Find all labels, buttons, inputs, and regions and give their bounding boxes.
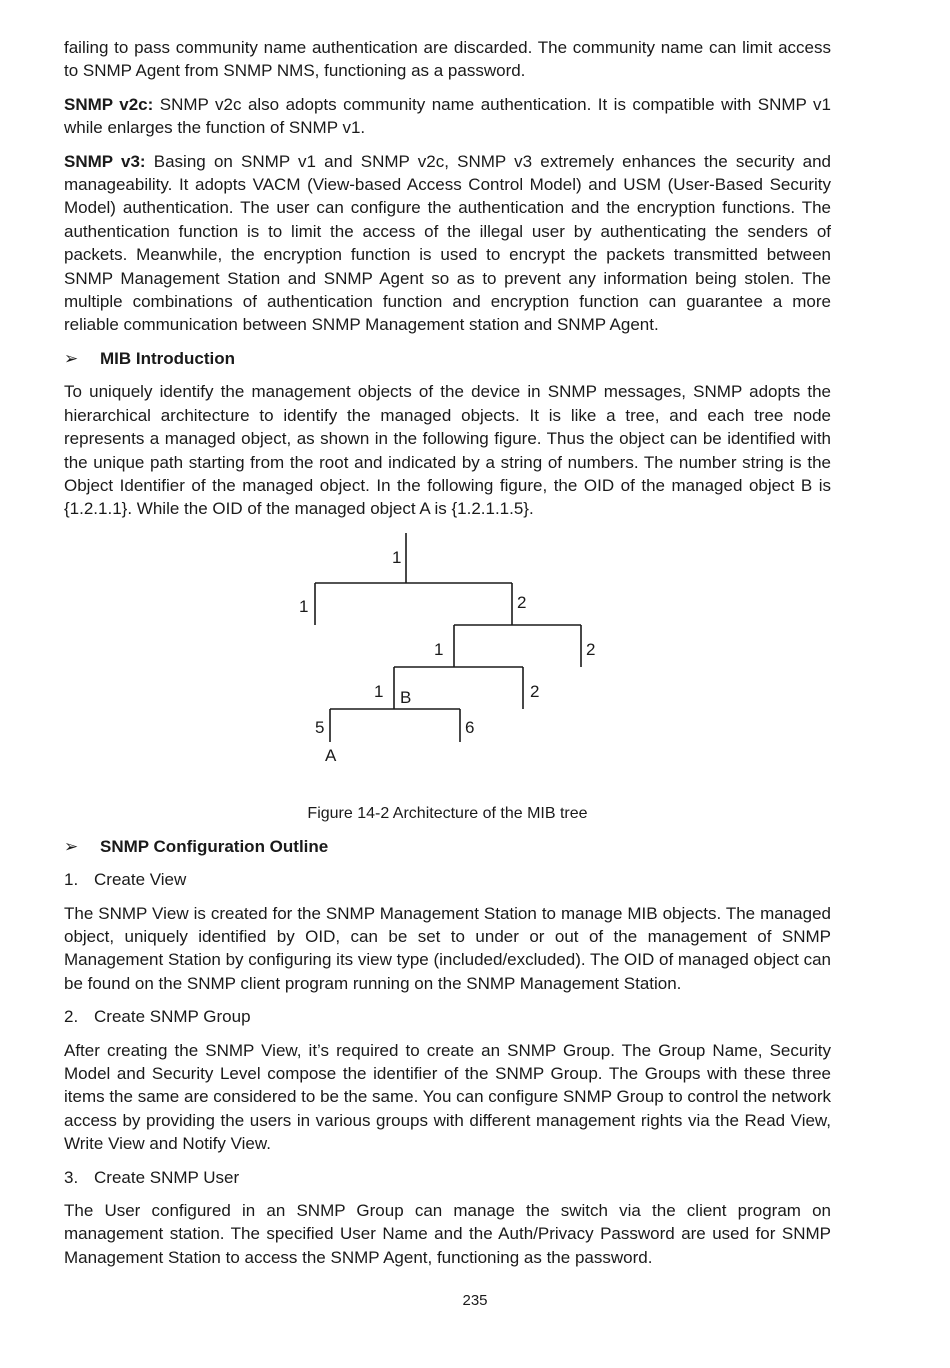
mib-heading-text: MIB Introduction: [100, 348, 236, 368]
v2c-term: SNMP v2c:: [64, 94, 154, 114]
v2c-text: SNMP v2c also adopts community name authentication. It is compatible with SNMP v1 while enlarges the function of SNMP v1.: [64, 94, 831, 138]
step-3-title: [64, 1166, 831, 1189]
tree-label-l4-left: 5: [315, 717, 325, 737]
tree-label-l2-left: 1: [434, 639, 444, 659]
document-page: [64, 36, 831, 1279]
outline-heading: [64, 835, 831, 858]
step-title: Create View: [94, 870, 187, 890]
tree-label-l4-right: 6: [465, 717, 475, 737]
v2c-paragraph: [64, 93, 831, 140]
tree-label-b: B: [400, 687, 412, 707]
page-number: 235: [462, 1292, 488, 1309]
v3-paragraph: [64, 150, 831, 337]
tree-label-root: 1: [392, 547, 402, 567]
v3-text: Basing on SNMP v1 and SNMP v2c, SNMP v3 extremely enhances the security and manageability. It adopts VACM (View-based Access Control Model) and USM (User-Based Security Model) authentication. The user can configure the authentication and the encryption functions. The authentication function is to limit the access of the illegal user by authenticating the senders of packets. Meanwhile, the encryption function is used to encrypt the packets transmitted between SNMP Management Station and SNMP Agent so as to prevent any information being stolen. The multiple combinations of authentication function and encryption function can guarantee a more reliable communication between SNMP Management station and SNMP Agent.: [64, 151, 831, 335]
step-number: 2.: [64, 1007, 79, 1027]
mib-tree-figure: [64, 533, 831, 803]
step-number: 3.: [64, 1167, 79, 1187]
arrow-bullet-icon: ➢: [64, 836, 79, 856]
figure-caption: Figure 14-2 Architecture of the MIB tree: [307, 804, 588, 822]
tree-label-l2-right: 2: [586, 639, 596, 659]
mib-heading: [64, 347, 831, 370]
tree-label-l1-left: 1: [299, 596, 309, 616]
v3-term: SNMP v3:: [64, 151, 146, 171]
tree-label-a: A: [325, 745, 337, 765]
step-1-title: [64, 868, 831, 891]
step-2-paragraph: After creating the SNMP View, it’s required to create an SNMP Group. The Group Name, Security Model and Security Level compose the identifier of the SNMP Group. The Groups with these three items the same are considered to be the same. You can configure SNMP Group to control the network access by providing the users in various groups with different management rights via the Read View, Write View and Notify View.: [64, 1040, 832, 1154]
tree-label-l1-right: 2: [517, 592, 527, 612]
step-3-paragraph: The User configured in an SNMP Group can manage the switch via the client program on management station. The specified User Name and the Auth/Privacy Password are used for SNMP Management Station to access the SNMP Agent, functioning as the password.: [64, 1201, 831, 1267]
outline-heading-text: SNMP Configuration Outline: [100, 836, 329, 856]
mib-paragraph: To uniquely identify the management objects of the device in SNMP messages, SNMP adopts the hierarchical architecture to identify the managed objects. It is like a tree, and each tree node represents a managed object, as shown in the following figure. Thus the object can be identified with the unique path starting from the root and indicated by a string of numbers. The number string is the Object Identifier of the managed object. In the following figure, the OID of the managed object B is {1.2.1.1}. While the OID of the managed object A is {1.2.1.1.5}.: [64, 382, 831, 519]
step-1-paragraph: The SNMP View is created for the SNMP Management Station to manage MIB objects. The managed object, uniquely identified by OID, can be set to under or out of the management of SNMP Management Station by configuring its view type (included/excluded). The OID of managed object can be found on the SNMP client program running on the SNMP Management Station.: [64, 903, 832, 993]
mib-tree-diagram: [64, 533, 831, 803]
tree-label-l3-left: 1: [374, 681, 384, 701]
step-2-title: [64, 1005, 831, 1028]
intro-paragraph: failing to pass community name authentication are discarded. The community name can limit access to SNMP Agent from SNMP NMS, functioning as a password.: [64, 38, 831, 81]
step-number: 1.: [64, 870, 79, 890]
arrow-bullet-icon: ➢: [64, 348, 79, 368]
tree-label-l3-right: 2: [530, 681, 540, 701]
step-title: Create SNMP Group: [94, 1007, 251, 1027]
step-title: Create SNMP User: [94, 1167, 240, 1187]
